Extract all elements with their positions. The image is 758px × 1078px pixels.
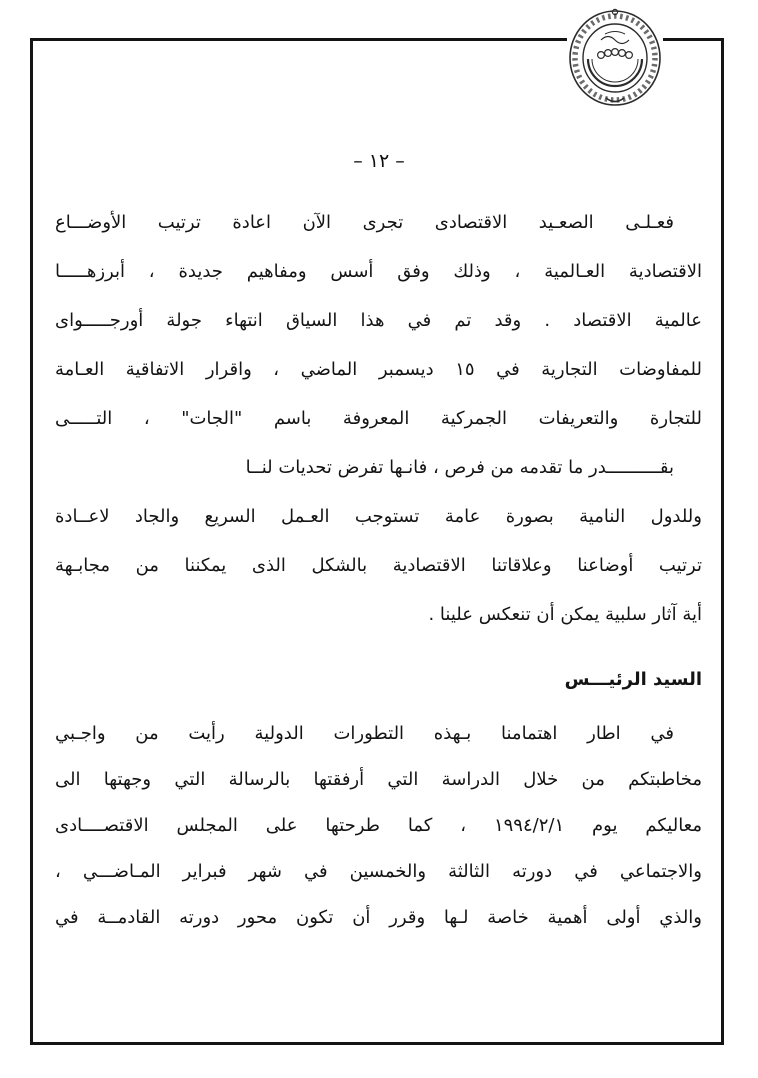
text-line: والذي أولى أهمية خاصة لـها وقرر أن تكون محور دورته القادمــة في xyxy=(55,907,702,928)
text-line: مخاطبتكم من خلال الدراسة التي أرفقتها بالرسالة التي وجهتها الى xyxy=(55,769,702,790)
text-line: ترتيب أوضاعنا وعلاقاتنا الاقتصادية بالشكل الذى يمكننا من مجابـهة xyxy=(55,555,702,576)
paragraph-1 xyxy=(55,198,702,639)
paragraph-2 xyxy=(55,711,702,941)
text-line: والاجتماعي في دورته الثالثة والخمسين في شهر فبراير المـاضـــي ، xyxy=(55,861,702,882)
document-body xyxy=(55,198,702,941)
text-line: الاقتصادية العـالمية ، وذلك وفق أسس ومفاهيم جديدة ، أبرزهـــــا xyxy=(55,261,702,282)
text-line: أية آثار سلبية يمكن أن تنعكس علينا . xyxy=(428,604,702,625)
text-line: للمفاوضات التجارية في ١٥ ديسمبر الماضي ، واقرار الاتفاقية العـامة xyxy=(55,359,702,380)
text-line: عالمية الاقتصاد . وقد تم في هذا السياق انتهاء جولة أورجـــــواى xyxy=(55,310,702,331)
text-line: بقــــــــــدر ما تقدمه من فرص ، فانـها تفرض تحديات لنــا xyxy=(245,457,674,478)
arab-league-seal-icon xyxy=(567,6,663,108)
text-line: وللدول النامية بصورة عامة تستوجب العـمل السريع والجاد لاعــادة xyxy=(55,506,702,527)
text-line: في اطار اهتمامنا بـهذه التطورات الدولية رأيت من واجـبي xyxy=(55,723,674,744)
page-number: – ١٢ – xyxy=(353,150,405,172)
text-line: للتجارة والتعريفات الجمركية المعروفة باسم "الجات" ، التـــــى xyxy=(55,408,702,429)
text-line: معاليكم يوم ١٩٩٤/٢/١ ، كما طرحتها على المجلس الاقتصــــادى xyxy=(55,815,702,836)
text-line: فعـلـى الصعـيد الاقتصادى تجرى الآن اعادة ترتيب الأوضـــاع xyxy=(55,212,674,233)
section-heading: السيد الرئيـــس xyxy=(564,669,702,690)
